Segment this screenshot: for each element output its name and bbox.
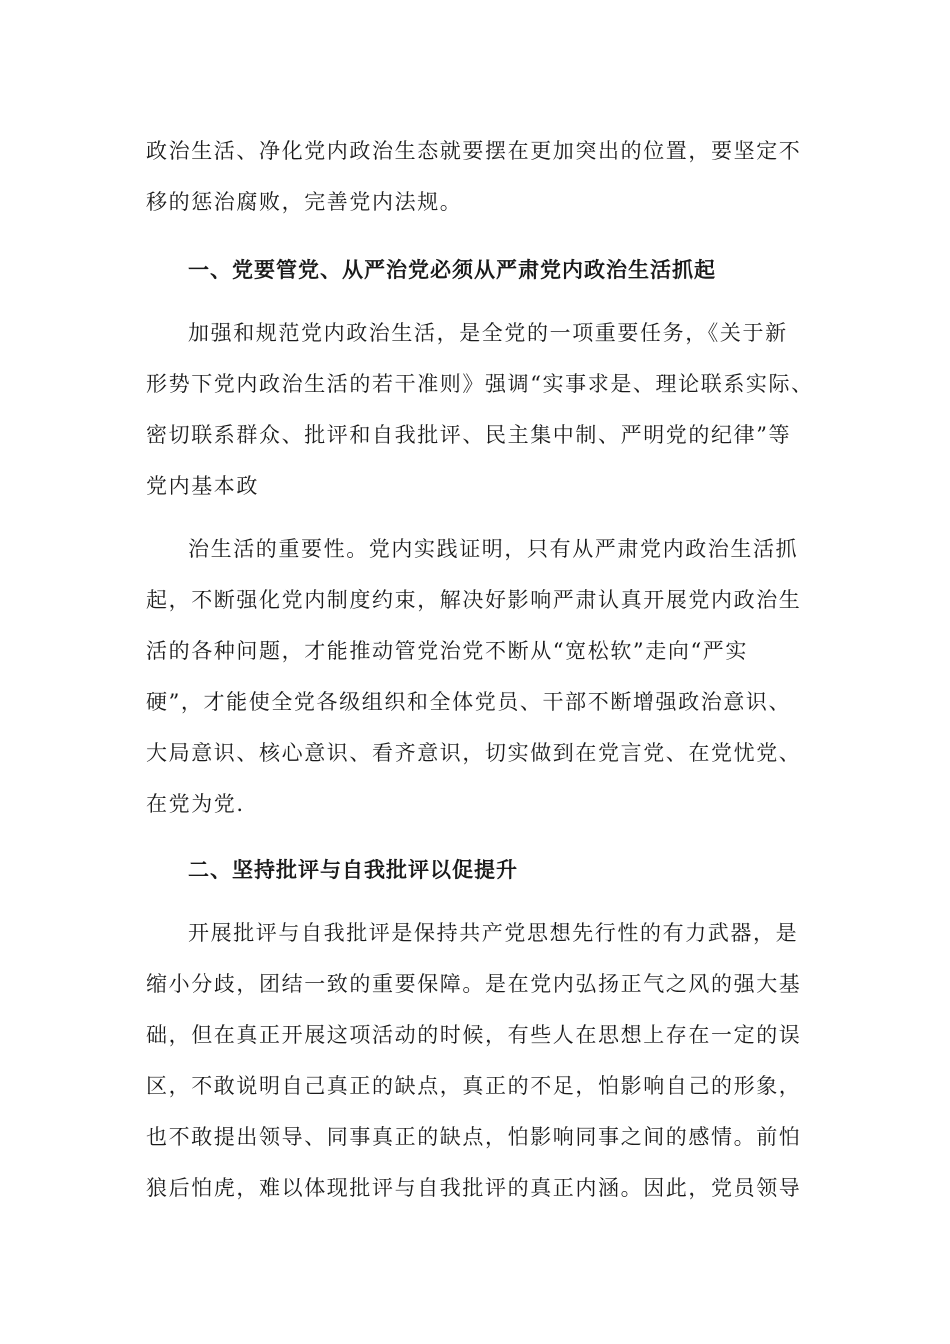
text-line: 政治生活、净化党内政治生态就要摆在更加突出的位置，要坚定不 [146, 139, 802, 163]
text-line: 区，不敢说明自己真正的缺点，真正的不足，怕影响自己的形象， [146, 1074, 802, 1098]
text-line: 治生活的重要性。党内实践证明，只有从严肃党内政治生活抓 [188, 537, 799, 561]
text-line: 密切联系群众、批评和自我批评、民主集中制、严明党的纪律”等 [146, 423, 792, 447]
text-line: 加强和规范党内政治生活，是全党的一项重要任务，《关于新 [188, 321, 788, 345]
text-line: 活的各种问题，才能推动管党治党不断从“宽松软”走向“严实 [146, 639, 749, 663]
text-line: 移的惩治腐败，完善党内法规。 [146, 190, 463, 214]
text-line: 础，但在真正开展这项活动的时候，有些人在思想上存在一定的误 [146, 1023, 802, 1047]
text-line: 开展批评与自我批评是保持共产党思想先行性的有力武器，是 [188, 921, 799, 945]
text-line: 缩小分歧，团结一致的重要保障。是在党内弘扬正气之风的强大基 [146, 972, 802, 996]
section-heading-2: 二、坚持批评与自我批评以促提升 [188, 858, 518, 882]
text-line: 狼后怕虎，难以体现批评与自我批评的真正内涵。因此，党员领导 [146, 1176, 802, 1200]
text-line: 大局意识、核心意识、看齐意识，切实做到在党言党、在党忧党、 [146, 741, 802, 765]
text-line: 党内基本政 [146, 474, 259, 498]
section-heading-1: 一、党要管党、从严治党必须从严肃党内政治生活抓起 [188, 258, 716, 282]
text-line: 硬”，才能使全党各级组织和全体党员、干部不断增强政治意识、 [146, 690, 792, 714]
text-line: 起，不断强化党内制度约束，解决好影响严肃认真开展党内政治生 [146, 588, 802, 612]
text-line: 也不敢提出领导、同事真正的缺点，怕影响同事之间的感情。前怕 [146, 1125, 802, 1149]
text-line: 在党为党. [146, 792, 245, 816]
text-line: 形势下党内政治生活的若干准则》强调“实事求是、理论联系实际、 [146, 372, 814, 396]
